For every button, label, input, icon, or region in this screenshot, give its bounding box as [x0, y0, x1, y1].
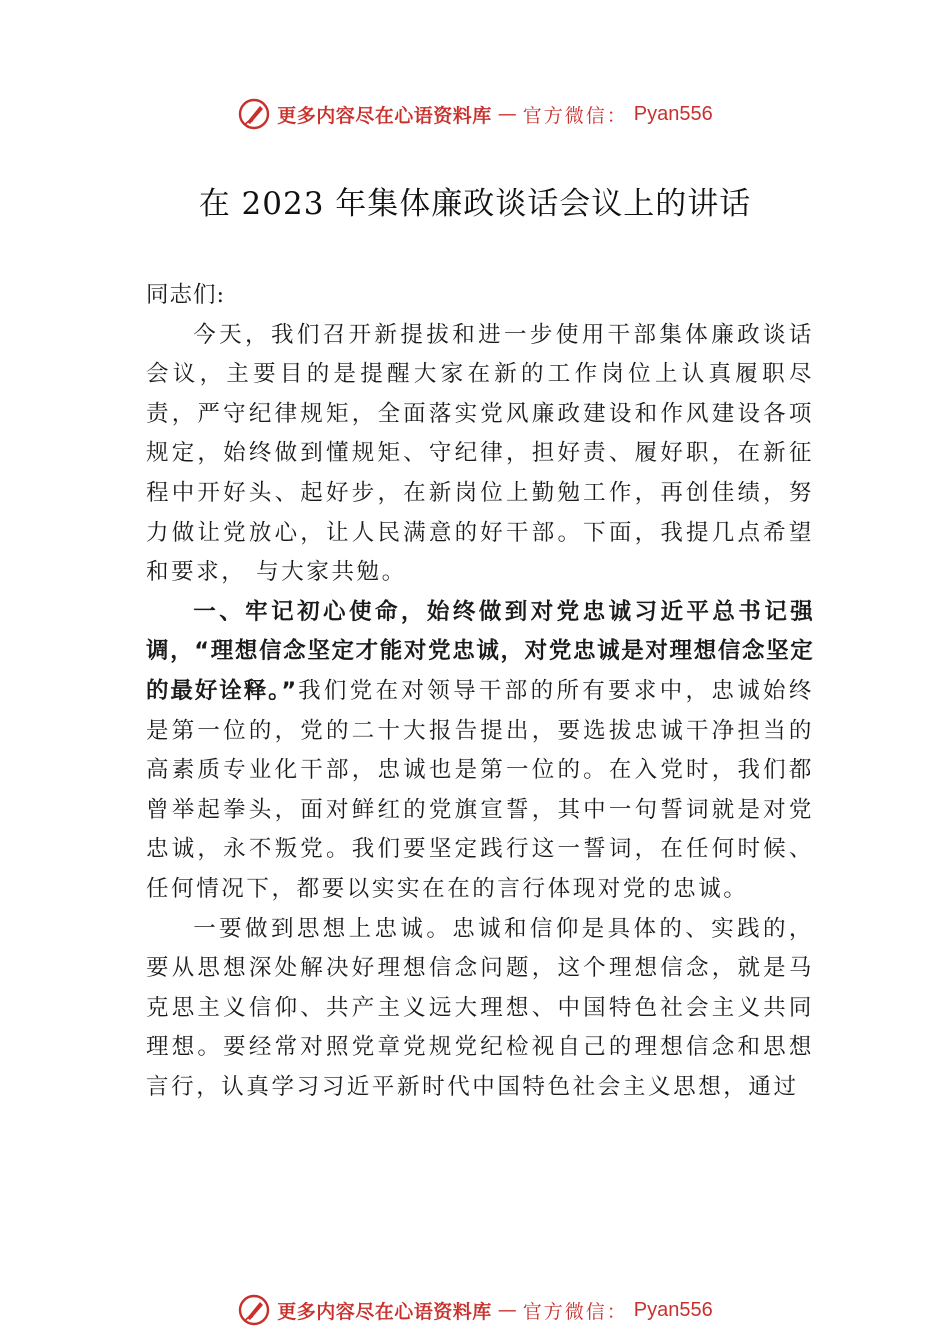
- section-1-heading: 一、牢记初心使命，始终做到对党忠诚习近平总书记强调，“理想信念坚定才能对党忠诚，对党忠诚是对理想信念坚定的最好诠释。”: [146, 598, 814, 704]
- document-title: 在 2023 年集体廉政谈话会议上的讲话: [198, 186, 752, 222]
- watermark-wechat-id: Pyan556: [633, 102, 713, 125]
- salutation: 同志们:: [146, 282, 226, 308]
- watermark-wechat-id: Pyan556: [633, 1298, 713, 1321]
- watermark-wechat-label: 官方微信：: [522, 104, 628, 127]
- section-1-paragraph: [146, 593, 814, 910]
- section-1-body: 我们党在对领导干部的所有要求中，忠诚始终是第一位的，党的二十大报告提出，要选拔忠诚干净担当的高素质专业化干部，忠诚也是第一位的。在入党时，我们都曾举起拳头，面对鲜红的党旗宣誓，其中一句誓词就是对党忠诚，永不叛党。我们要坚定践行这一誓词，在任何时候、任何情况下，都要以实实在在的言行体现对党的忠诚。: [146, 677, 814, 902]
- document-body: [146, 276, 814, 1107]
- pen-circle-logo-icon: [237, 1293, 271, 1327]
- watermark-dash: —: [497, 1299, 517, 1321]
- watermark-wechat-label: 官方微信：: [522, 1300, 628, 1323]
- watermark-dash: —: [497, 103, 517, 125]
- watermark-main-text: 更多内容尽在心语资料库: [277, 104, 492, 127]
- watermark-main-text: 更多内容尽在心语资料库: [277, 1300, 492, 1323]
- header-watermark: [0, 94, 950, 134]
- paragraph-ideological-loyalty: 一要做到思想上忠诚。忠诚和信仰是具体的、实践的，要从思想深处解决好理想信念问题，这个理想信念，就是马克思主义信仰、共产主义远大理想、中国特色社会主义共同理想。要经常对照党章党规党纪检视自己的理想信念和思想言行，认真学习习近平新时代中国特色社会主义思想，通过: [146, 915, 814, 1100]
- footer-watermark: [0, 1290, 950, 1330]
- paragraph-intro: 今天，我们召开新提拔和进一步使用干部集体廉政谈话会议，主要目的是提醒大家在新的工作岗位上认真履职尽责，严守纪律规矩，全面落实党风廉政建设和作风建设各项规定，始终做到懂规矩、守纪律，担好责、履好职，在新征程中开好头、起好步，在新岗位上勤勉工作，再创佳绩，努力做让党放心，让人民满意的好干部。下面，我提几点希望和要求， 与大家共勉。: [146, 321, 814, 586]
- pen-circle-logo-icon: [237, 97, 271, 131]
